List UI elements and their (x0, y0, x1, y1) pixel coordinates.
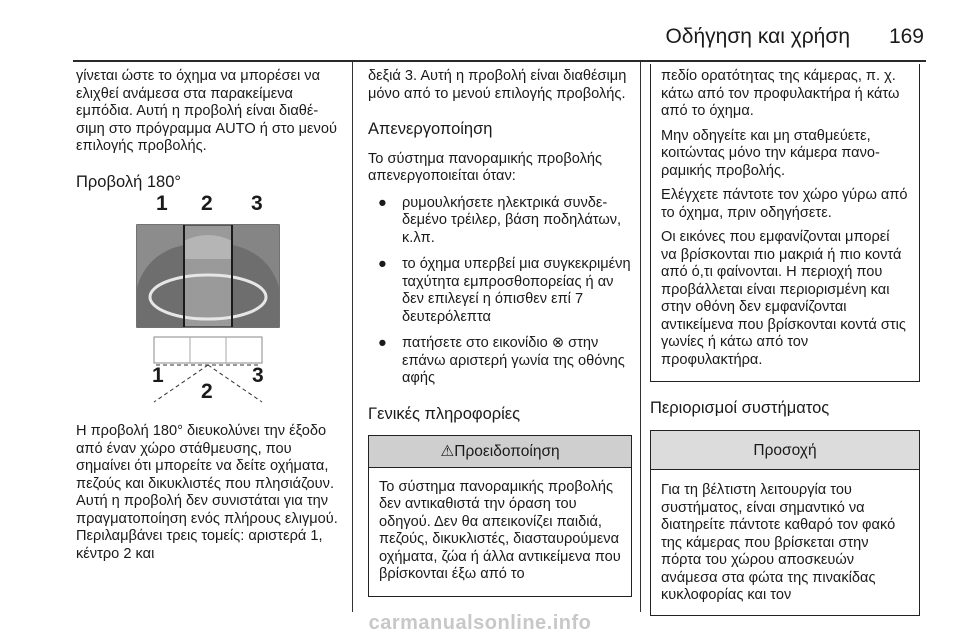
warning-box-continued (650, 64, 920, 382)
column-divider (640, 62, 641, 612)
column-left (76, 68, 340, 563)
figure-label-top-3: 3 (251, 192, 263, 215)
warning-paragraph: Οι εικόνες που εμφανίζονται μπορεί να βρίσκονται πιο μακριά ή πιο κοντά από ό,τι φαίνονται. Η περιοχή που προβάλλεται είναι περιορισμένη και στην οθόνη δεν εμφανίζονται αντικείμενα που βρίσκονται κοντά στις γωνίες ή κάτω από τον προφυλακτήρα. (661, 229, 906, 368)
deactivation-list (368, 195, 632, 388)
figure-label-bottom-1: 1 (152, 364, 164, 387)
bullet-icon: ● (378, 194, 387, 211)
figure-label-top-1: 1 (156, 192, 168, 215)
caution-title: Προσοχή (651, 431, 919, 471)
deactivation-text: Το σύστημα πανοραμικής προβολής απενεργοποιείται όταν: (368, 150, 603, 184)
figure-label-top-2: 2 (201, 192, 213, 215)
page-number: 169 (888, 25, 924, 48)
caution-text: Για τη βέλτιστη λειτουργία του συστήματος, είναι σημαντικό να διατηρείτε πάντοτε καθαρό τον φακό της κάμερας που βρίσκεται στην πόρτα του χώρου αποσκευών ανάμεσα στα φώτα της πινακίδας κυκλοφορίας και τον (661, 482, 896, 603)
warning-paragraph: Ελέγχετε πάντοτε τον χώρο γύρω από το όχημα, πριν οδηγήσετε. (661, 187, 908, 221)
warning-paragraph: πεδίο ορατότητας της κάμερας, π. χ. κάτω από τον προφυλακτήρα ή κάτω από το όχημα. (661, 68, 900, 119)
view-180-heading: Προβολή 180° (76, 172, 181, 191)
intro-paragraph: γίνεται ώστε το όχημα να μπορέσει να ελιχθεί ανάμεσα στα παρακείμενα εμπόδια. Αυτή η προβολή είναι διαθέσιμη στο πρόγραμμα AUTO ή στο μενού επιλογής προβολής. (76, 68, 337, 154)
list-item: ● το όχημα υπερβεί μια συγκεκριμένη ταχύτητα εμπροσθοπορείας ή αν δεν επιλεγεί η όπισθεν επί 7 δευτερόλεπτα (378, 256, 631, 325)
general-info-heading: Γενικές πληροφορίες (368, 404, 521, 423)
column-right (650, 68, 920, 616)
deactivation-heading: Απενεργοποίηση (368, 120, 493, 138)
warning-paragraph: Μην οδηγείτε και μη σταθμεύετε, κοιτώντας μόνο την κάμερα πανοραμικής προβολής. (661, 127, 880, 179)
vehicle-rear-outline (154, 337, 262, 363)
caution-box (650, 430, 920, 616)
figure-label-bottom-2: 2 (201, 380, 213, 403)
header-rule (73, 60, 926, 62)
section-title: Οδήγηση και χρήση (665, 25, 850, 48)
column-middle (368, 68, 632, 597)
view-180-figure (76, 192, 340, 415)
bullet-icon: ● (378, 335, 387, 351)
watermark: carmanualsonline.info (368, 612, 592, 634)
list-item: ● ρυμουλκήσετε ηλεκτρικά συνδεδεμένο τρέιλερ, βάση ποδηλάτων, κ.λπ. (378, 194, 622, 246)
page-header (0, 0, 960, 62)
warning-box (368, 435, 632, 597)
bullet-icon: ● (378, 256, 387, 272)
list-item: ● πατήσετε στο εικονίδιο ⊗ στην επάνω αριστερή γωνία της οθόνης αφής (378, 335, 625, 386)
warning-icon: ⚠ (440, 443, 455, 460)
column-divider (352, 62, 353, 612)
view-180-description: Η προβολή 180° διευκολύνει την έξοδο από έναν χώρο στάθμευσης, που σημαίνει ότι μπορείτε να δείτε οχήματα, πεζούς και δικυκλιστές που πλησιάζουν. Αυτή η προβολή δεν συνιστάται για την πραγματοποίηση ενός πλήρους ελιγμού. Περιλαμβάνει τρεις τομείς: αριστερά 1, κέντρο 2 και (76, 423, 338, 562)
car-shape-center (184, 235, 232, 259)
warning-box-header (369, 436, 631, 468)
system-limits-heading: Περιορισμοί συστήματος (650, 399, 830, 417)
continued-paragraph: δεξιά 3. Αυτή η προβολή είναι διαθέσιμη μόνο από το μενού επιλογής προβολής. (368, 68, 627, 102)
warning-text: Το σύστημα πανοραμικής προβολής δεν αντικαθιστά την όραση του οδηγού. Δεν θα απεικονίζει παιδιά, πεζούς, δικυκλιστές, διασταυρούμενα οχήματα, ζώα ή άλλα αντικείμενα που βρίσκονται έξω από το (379, 478, 621, 582)
warning-title: Προειδοποίηση (454, 443, 560, 460)
figure-label-bottom-3: 3 (252, 364, 264, 387)
